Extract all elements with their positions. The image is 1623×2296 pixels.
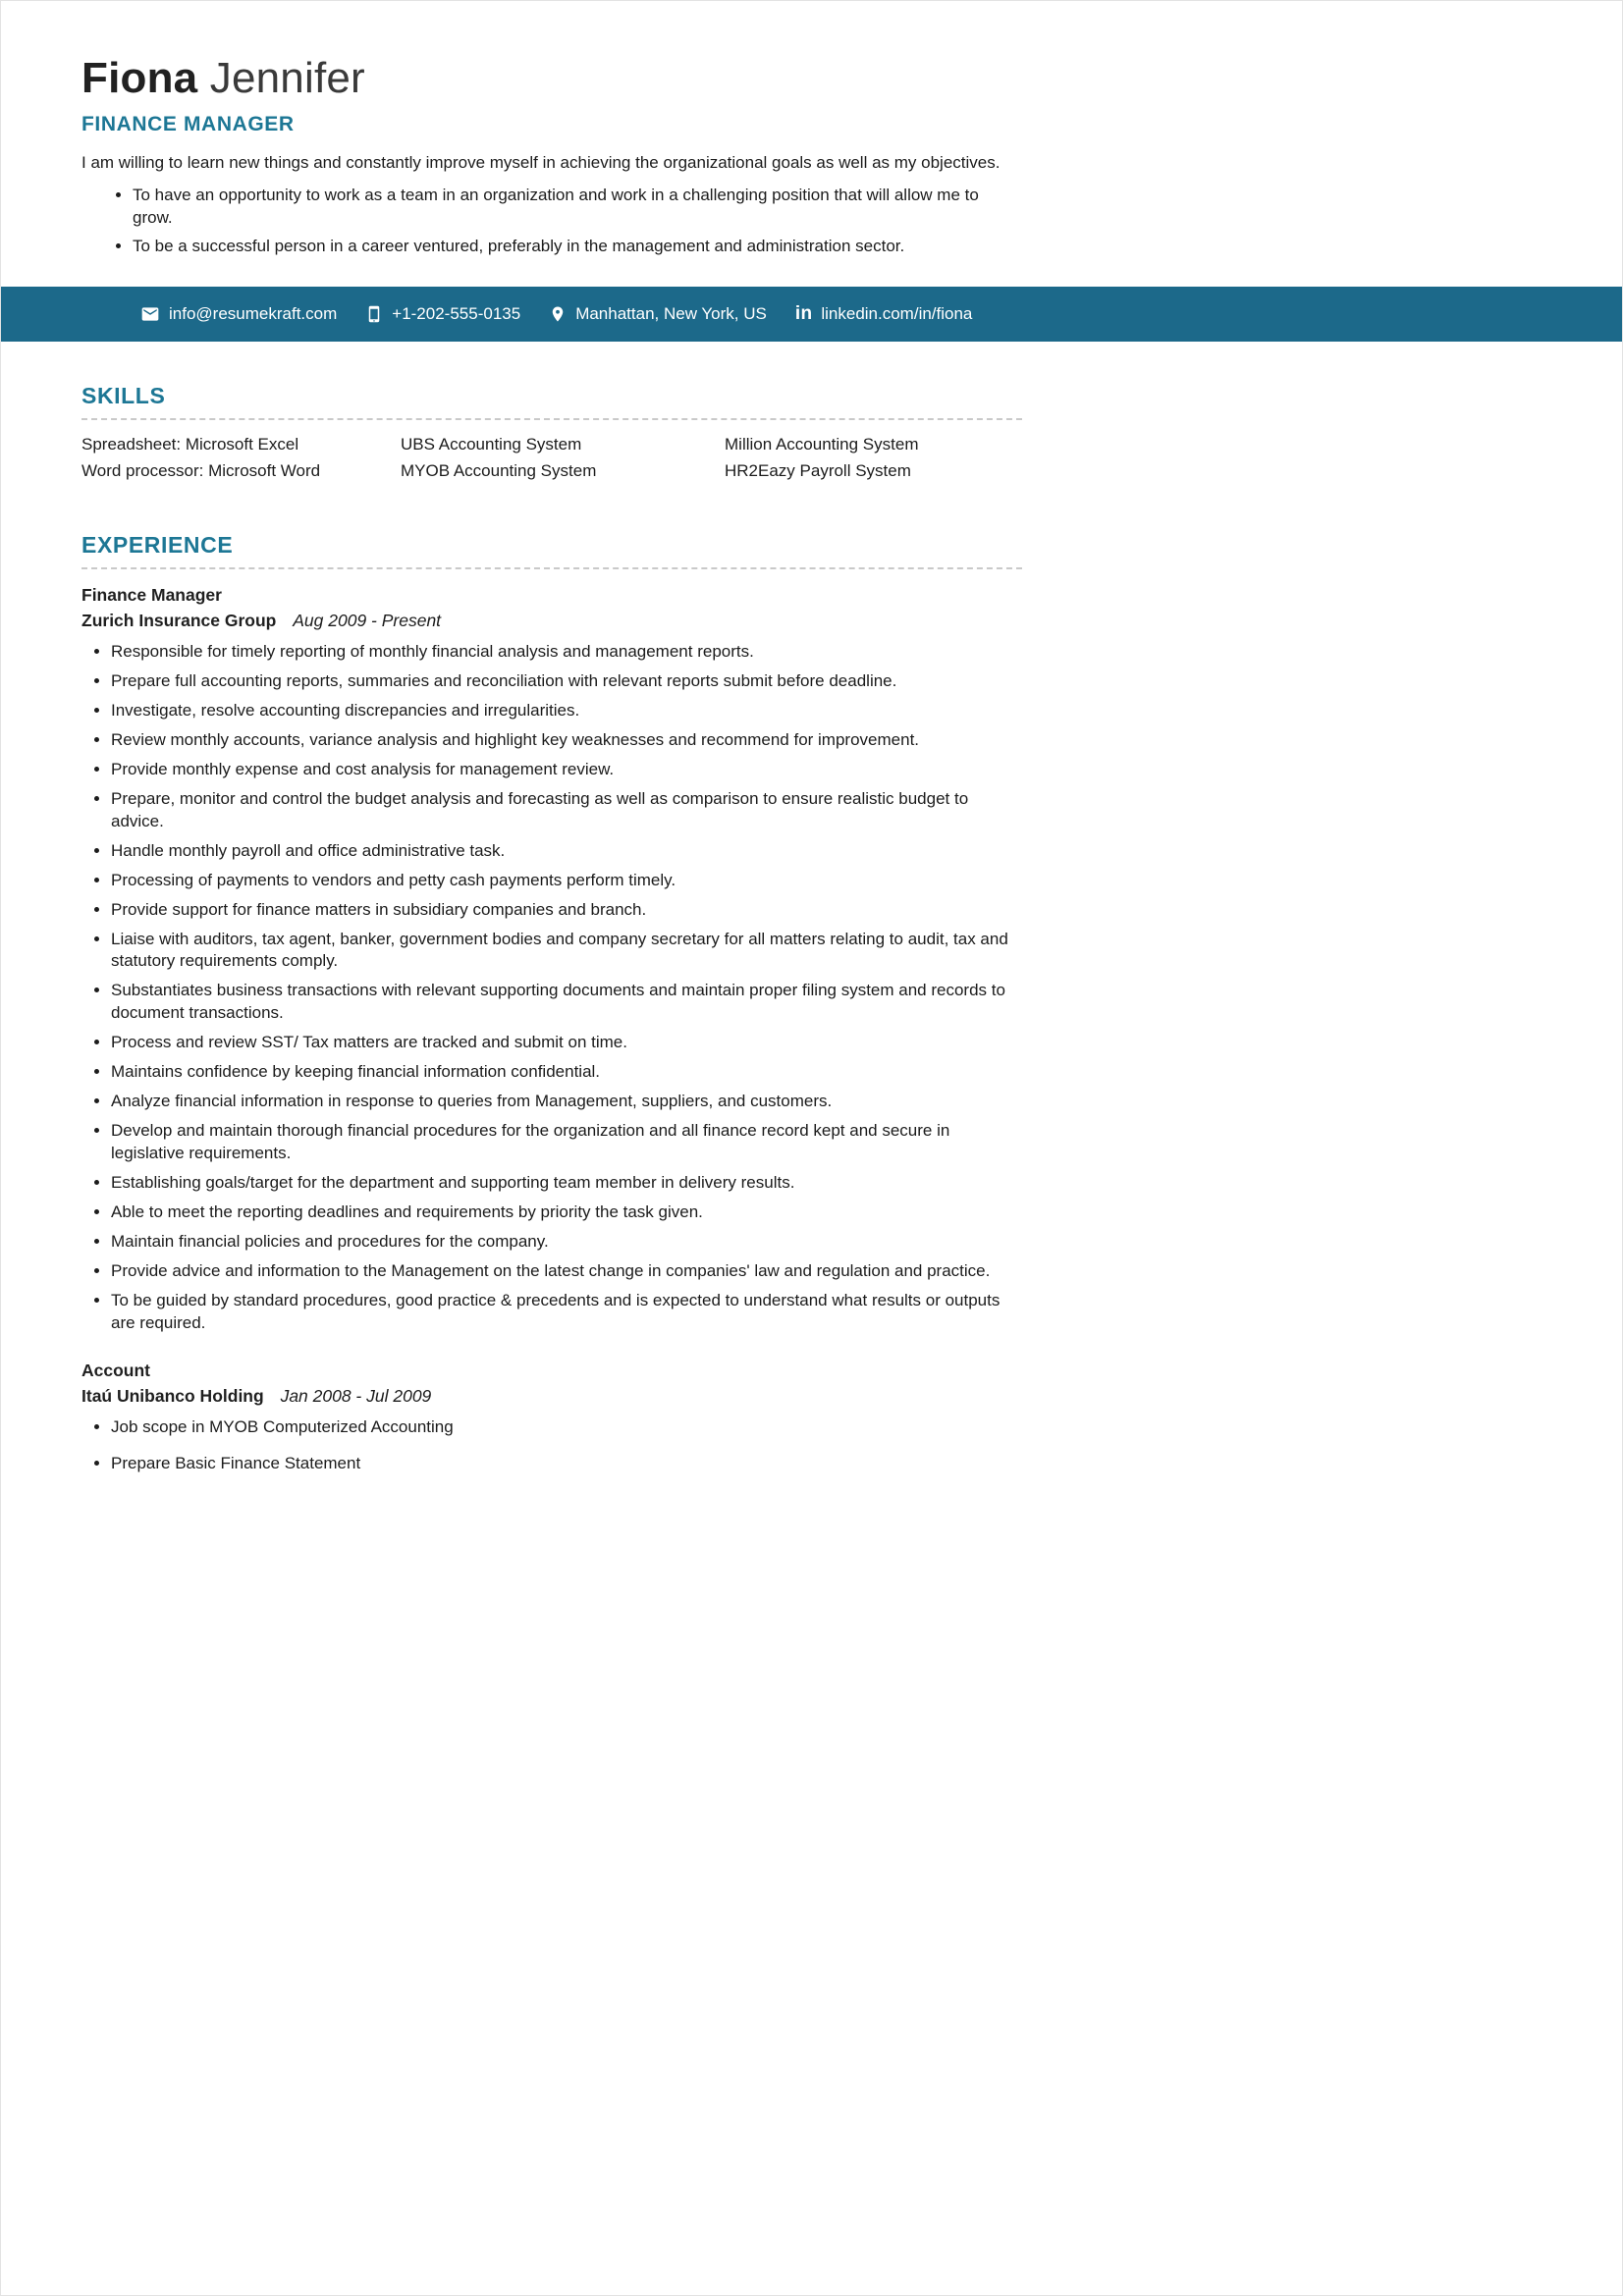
job-bullet-item: • Substantiates business transactions with relevant supporting documents and maintain proper filing system and records to document transactions. [111,980,1022,1025]
skills-columns [81,434,1022,487]
last-name: Jennifer [209,54,365,102]
email-icon [140,304,160,324]
job-meta [81,1386,1022,1407]
job-dates: Aug 2009 - Present [293,611,442,631]
job-bullet-item: • Maintains confidence by keeping financial information confidential. [111,1061,1022,1084]
person-name [81,56,1022,101]
skill-item: HR2Eazy Payroll System [725,461,911,481]
skill-item: MYOB Accounting System [401,461,597,481]
job-bullet-item: • Provide advice and information to the Management on the latest change in companies' law and regulation and practice. [111,1260,1022,1283]
job-meta [81,611,1022,631]
job-bullet-item: • Maintain financial policies and procedures for the company. [111,1231,1022,1254]
job-title: FINANCE MANAGER [81,113,295,136]
objectives-list [81,185,1022,258]
skills-column-2 [401,434,725,487]
phone-icon [365,305,383,323]
contact-linkedin-item [795,304,973,324]
job-bullet-item: • Liaise with auditors, tax agent, banker, government bodies and company secretary for all matters relating to audit, tax and statutory requirements comply. [111,929,1022,974]
skills-section [81,383,1022,487]
job-company: Zurich Insurance Group [81,611,277,631]
job-entry-account [81,1361,1022,1475]
email-text: info@resumekraft.com [169,303,338,323]
job-bullet-item: • Processing of payments to vendors and petty cash payments perform timely. [111,870,1022,892]
experience-heading: EXPERIENCE [81,532,1022,569]
job-bullet-item: • Provide monthly expense and cost analysis for management review. [111,759,1022,781]
header-section [81,1,1022,258]
location-text: Manhattan, New York, US [575,303,767,323]
job-dates: Jan 2008 - Jul 2009 [280,1385,432,1406]
job-bullet-item: • Analyze financial information in response to queries from Management, suppliers, and customers. [111,1091,1022,1113]
objective-item: • To have an opportunity to work as a team in an organization and work in a challenging position that will allow me to grow. [133,185,1022,230]
job-bullet-item: • Provide support for finance matters in subsidiary companies and branch. [111,899,1022,922]
job-entry-finance-manager [81,585,1022,1334]
experience-section [81,532,1022,1474]
contact-phone-item [365,304,520,324]
skill-item: Million Accounting System [725,434,919,454]
job-bullet-item: • To be guided by standard procedures, good practice & precedents and is expected to understand what results or outputs are required. [111,1290,1022,1335]
job-bullet-item: • Investigate, resolve accounting discrepancies and irregularities. [111,700,1022,722]
job-bullet-item: • Establishing goals/target for the department and supporting team member in delivery results. [111,1172,1022,1195]
job-bullet-item: • Handle monthly payroll and office administrative task. [111,840,1022,863]
summary-text: I am willing to learn new things and constantly improve myself in achieving the organizational goals as well as my objectives. [81,153,1001,173]
job-position: Finance Manager [81,585,222,606]
job-company: Itaú Unibanco Holding [81,1385,264,1406]
skill-item: Spreadsheet: Microsoft Excel [81,434,299,454]
linkedin-icon: in [794,303,813,325]
first-name: Fiona [81,54,198,102]
skill-item: Word processor: Microsoft Word [81,461,321,481]
skills-column-3 [725,434,1022,487]
contact-location-item [549,304,767,324]
contact-email-item [140,304,337,324]
objective-item: • To be a successful person in a career ventured, preferably in the management and administration sector. [133,236,1022,258]
contact-bar [1,287,1622,342]
job-bullet-item: • Responsible for timely reporting of monthly financial analysis and management reports. [111,641,1022,664]
job-bullets-list [81,641,1022,1334]
skills-heading: SKILLS [81,383,1022,420]
job-bullet-item: • Prepare, monitor and control the budget analysis and forecasting as well as comparison to ensure realistic budget to advice. [111,788,1022,833]
linkedin-text: linkedin.com/in/fiona [821,303,973,323]
job-bullet-item: • Process and review SST/ Tax matters are tracked and submit on time. [111,1032,1022,1054]
skills-column-1 [81,434,401,487]
location-pin-icon [549,305,567,323]
job-bullet-item: • Job scope in MYOB Computerized Accounting [111,1416,1022,1439]
job-bullet-item: • Able to meet the reporting deadlines and requirements by priority the task given. [111,1201,1022,1224]
job-position: Account [81,1360,150,1380]
job-bullet-item: • Prepare full accounting reports, summaries and reconciliation with relevant reports submit before deadline. [111,670,1022,693]
job-bullet-item: • Prepare Basic Finance Statement [111,1453,1022,1475]
job-bullets-list [81,1416,1022,1475]
skill-item: UBS Accounting System [401,434,582,454]
job-bullet-item: • Review monthly accounts, variance analysis and highlight key weaknesses and recommend for improvement. [111,729,1022,752]
job-bullet-item: • Develop and maintain thorough financial procedures for the organization and all finance record kept and secure in legislative requirements. [111,1120,1022,1165]
phone-text: +1-202-555-0135 [392,303,521,323]
